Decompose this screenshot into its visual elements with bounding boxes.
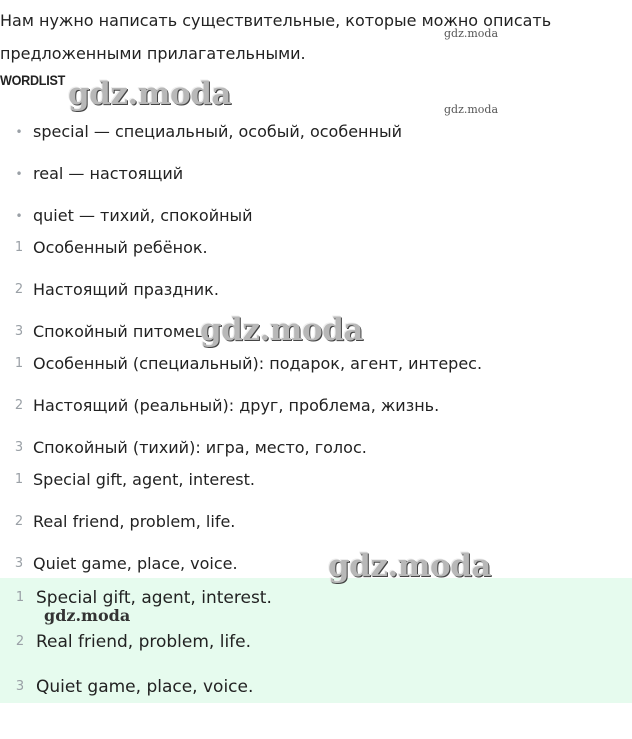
watermark-logo: gdz.moda — [328, 548, 491, 584]
list-item-text: Спокойный питомец. — [33, 322, 211, 341]
list-item-text: Особенный (специальный): подарок, агент, интерес. — [33, 354, 483, 373]
list-number: 3 — [14, 324, 24, 339]
list-item-text: quiet — тихий, спокойный — [33, 206, 253, 225]
list-item-text: Quiet game, place, voice. — [33, 554, 238, 573]
wordlist-heading: WORDLIST — [0, 72, 66, 88]
bullet-marker: • — [15, 167, 23, 181]
watermark: gdz.moda — [444, 27, 499, 40]
list-number: 3 — [14, 556, 24, 571]
list-item-text: real — настоящий — [33, 164, 184, 183]
list-number: 3 — [14, 440, 24, 455]
watermark: gdz.moda — [444, 103, 499, 116]
list-item-text: Особенный ребёнок. — [33, 238, 208, 257]
list-number: 2 — [14, 398, 24, 413]
list-item-text: Спокойный (тихий): игра, место, голос. — [33, 438, 367, 457]
bullet-marker: • — [15, 209, 23, 223]
list-item-text: Настоящий праздник. — [33, 280, 219, 299]
list-number: 1 — [14, 240, 24, 255]
intro-text: Нам нужно написать существительные, которые можно описать предложенными прилагательными. — [0, 11, 552, 63]
list-item-text: Real friend, problem, life. — [36, 632, 252, 652]
bullet-marker: • — [15, 125, 23, 139]
list-item-text: special — специальный, особый, особенный — [33, 122, 402, 141]
watermark: gdz.moda — [44, 606, 131, 625]
watermark-logo: gdz.moda — [68, 76, 231, 112]
answer-block — [0, 578, 632, 703]
watermark-logo: gdz.moda — [200, 312, 363, 348]
list-item-text: Special gift, agent, interest. — [33, 470, 255, 489]
list-item-text: Настоящий (реальный): друг, проблема, жизнь. — [33, 396, 440, 415]
list-item-text: Special gift, agent, interest. — [36, 588, 272, 608]
list-item-text: Real friend, problem, life. — [33, 512, 236, 531]
list-number: 2 — [15, 634, 25, 649]
list-number: 2 — [14, 514, 24, 529]
list-number: 1 — [15, 590, 25, 605]
list-number: 3 — [15, 679, 25, 694]
list-number: 2 — [14, 282, 24, 297]
list-number: 1 — [14, 472, 24, 487]
list-item-text: Quiet game, place, voice. — [36, 677, 254, 697]
list-number: 1 — [14, 356, 24, 371]
